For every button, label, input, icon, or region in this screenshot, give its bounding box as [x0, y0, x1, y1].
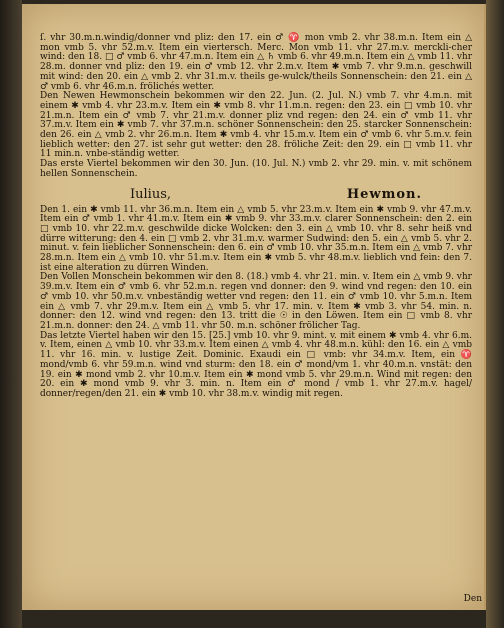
paragraph-top-3: Das erste Viertel bekommen wir den 30. Jun. (10. Jul. N.) vmb 2. vhr 29. min. v. mit schönem hellen Sonnenschein.: [40, 159, 472, 179]
month-heading-latin: Iulius,: [130, 186, 171, 202]
paragraph-bottom-3: Das letzte Viertel haben wir den 15. [25.] vmb 10. vhr 9. mint. v. mit einem ✱ vmb 4. vhr 6.m. v. Item, einen △ vmb 10. vhr 33.m.v. Item einen △ vmb 4. vhr 48.m.n. kühl: den 16. ein △ vmb 11. vhr 16. min. v. lustige Zeit. Dominic. Exaudi ein □ vmb: vhr 34.m.v. Item, ein ♈ mond/vmb 6. vhr 59.m.n. wind vnd sturm: den 18. ein ♂ mond/vm 1. vhr 40.m.n. vnstät: den 19. ein ✱ mond vmb 2. vhr 10.m.v. Item ein ✱ mond vmb 5. vhr 29.m.n. Wind mit regen: den 20. ein ✱ mond vmb 9. vhr 3. min. n. Item ein ♂ mond / vmb 1. vhr 27.m.v. hagel/ donner/regen/den 21. ein ✱ vmb 10. vhr 38.m.v. windig mit regen.: [40, 330, 472, 399]
page-text: [40, 34, 472, 400]
paragraph-bottom-1: Den 1. ein ✱ vmb 11. vhr 36.m.n. Item ein △ vmb 5. vhr 23.m.v. Item ein ✱ vmb 9. vhr 47.m.v. Item ein ♂ vmb 1. vhr 41.m.v. Item ein ✱ vmb 9. vhr 33.m.v. clarer Sonnenschein: den 2. ein □ vmb 10. vhr 22.m.v. geschwilde dicke Wolcken: den 3. ein △ vmb 10. vhr 8. sehr heiß vnd dürre witterung: den 4. ein □ vmb 2. vhr 31.m.v. warmer Sudwind: den 5. ein △ vmb 5. vhr 2. minut. v. fein lieblicher Sonnenschein: den 6. ein ♂ vmb 10. vhr 35.m.n. Item ein △ vmb 7. vhr 28.m.n. Item ein △ vmb 10. vhr 51.m.v. Item ein ✱ vmb 5. vhr 48.m.v. lieblich vnd fein: den 7. ist eine alteration zu dürren Winden.: [40, 204, 472, 273]
paragraph-top-2: Den Newen Hewmonschein bekommen wir den 22. Jun. (2. Jul. N.) vmb 7. vhr 4.m.n. mit einem ✱ vmb 4. vhr 23.m.v. Item ein ✱ vmb 8. vhr 11.m.n. regen: den 23. ein □ vmb 10. vhr 21.m.n. Item ein ♂ vmb 7. vhr 21.m.v. donner pliz vnd regen: den 24. ein ♂ vmb 11. vhr 37.m.v. Item ein ✱ vmb 7. vhr 37.m.n. schöner Sonnenschein: den 25. starcker Sonnenschein: den 26. ein △ vmb 2. vhr 26.m.n. Item ✱ vmb 4. vhr 15.m.v. Item ein ♂ vmb 6. vhr 5.m.v. fein lieblich wetter: den 27. ist sehr gut wetter: den 28. fröliche Zeit: den 29. ein □ vmb 11. vhr 11 min.n. vnbe-ständig wetter.: [40, 91, 472, 160]
month-heading-german: Hewmon.: [346, 186, 422, 202]
paragraph-bottom-2: Den Vollen Monschein bekommen wir den 8. (18.) vmb 4. vhr 21. min. v. Item ein △ vmb 9. vhr 39.m.v. Item ein ♂ vmb 6. vhr 52.m.n. regen vnd donner: den 9. wind vnd regen: den 10. ein ♂ vmb 10. vhr 50.m.v. vnbeständig wetter vnd regen: den 11. ein ♂ vmb 10. vhr 5.m.n. Item ein △ vmb 7. vhr 29.m.v. Item ein △ vmb 5. vhr 17. min. v. Item ✱ vmb 3. vhr 54. min. n. donner: den 12. wind vnd regen: den 13. tritt die ☉ in den Löwen. Item ein □ vmb 8. vhr 21.m.n. donner: den 24. △ vmb 11. vhr 50. m.n. schöner frölicher Tag.: [40, 272, 472, 331]
month-heading: [40, 186, 472, 204]
book-gutter: [486, 0, 504, 628]
paragraph-top-1: ſ. vhr 30.m.n.windig/donner vnd pliz: den 17. ein ♂ ♈ mon vmb 2. vhr 38.m.n. Item ein △ mon vmb 5. vhr 52.m.v. Item ein viertersch. Merc. Mon vmb 11. vhr 27.m.v. merckli-cher wind: den 18. □ ♂ vmb 6. vhr 47.m.n. Item ein △ ♄ vmb 6. vhr 49.m.n. Item ein △ vmb 11. vhr 28.m. donner vnd pliz: den 19. ein ♂ vmb 12. vhr 2.m.v. Item ✱ vmb 7. vhr 9.m.n. geschwill mit wind: den 20. ein △ vmb 2. vhr 31.m.v. theils ge-wulck/theils Sonnenschein: den 21. ein △ ♂ vmb 6. vhr 46.m.n. frölichés wetter.: [40, 33, 472, 92]
book-spine-strip: [0, 0, 22, 628]
catchword: Den: [463, 594, 482, 604]
